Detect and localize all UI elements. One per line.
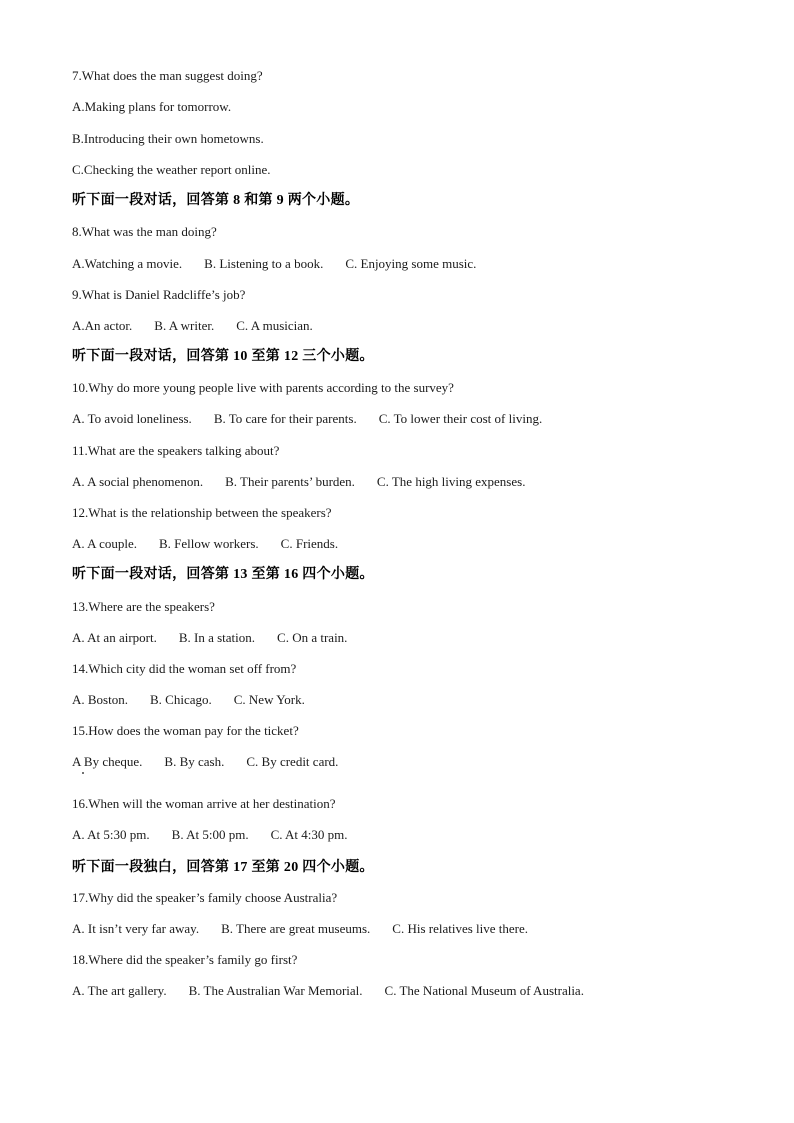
question-text: B.Introducing their own hometowns. — [72, 131, 264, 146]
section-heading: 听下面一段对话，回答第 8 和第 9 两个小题。 — [72, 193, 360, 208]
answer-option: A. The art gallery. — [72, 983, 167, 998]
answer-options-row — [72, 411, 542, 427]
answer-option: B. There are great museums. — [221, 921, 371, 936]
answer-options-row — [72, 630, 347, 646]
answer-option: A. At 5:30 pm. — [72, 827, 150, 842]
answer-option: A. To avoid loneliness. — [72, 411, 192, 426]
answer-option: C. At 4:30 pm. — [270, 827, 348, 842]
answer-option: C. Enjoying some music. — [345, 256, 477, 271]
answer-option: C. On a train. — [277, 630, 348, 645]
answer-options-row — [72, 827, 348, 843]
question-text: 7.What does the man suggest doing? — [72, 68, 263, 83]
answer-option: C. The National Museum of Australia. — [384, 983, 584, 998]
answer-options-row — [72, 921, 528, 937]
answer-option: C. To lower their cost of living. — [378, 411, 543, 426]
answer-option: B. To care for their parents. — [213, 411, 357, 426]
section-heading: 听下面一段独白，回答第 17 至第 20 四个小题。 — [72, 860, 374, 875]
answer-option: C. The high living expenses. — [376, 474, 526, 489]
answer-option: B. Chicago. — [149, 692, 212, 707]
answer-option: C. New York. — [233, 692, 305, 707]
answer-option: B. In a station. — [178, 630, 256, 645]
answer-option: A. A social phenomenon. — [72, 474, 204, 489]
question-text: 10.Why do more young people live with parents according to the survey? — [72, 380, 454, 395]
question-text: 15.How does the woman pay for the ticket? — [72, 723, 299, 738]
stray-mark — [82, 772, 84, 774]
answer-option: A. Boston. — [72, 692, 128, 707]
question-text: 9.What is Daniel Radcliffe’s job? — [72, 287, 246, 302]
answer-options-row — [72, 318, 313, 334]
question-text: C.Checking the weather report online. — [72, 162, 271, 177]
section-heading: 听下面一段对话，回答第 10 至第 12 三个小题。 — [72, 349, 374, 364]
section-heading: 听下面一段对话，回答第 13 至第 16 四个小题。 — [72, 567, 374, 582]
question-text: 14.Which city did the woman set off from? — [72, 661, 297, 676]
question-text: A.Making plans for tomorrow. — [72, 99, 232, 114]
answer-option: C. By credit card. — [246, 754, 339, 769]
answer-option: C. A musician. — [236, 318, 313, 333]
answer-option: A. At an airport. — [72, 630, 157, 645]
question-text: 18.Where did the speaker’s family go first? — [72, 952, 298, 967]
answer-options-row — [72, 474, 525, 490]
question-text: 13.Where are the speakers? — [72, 599, 215, 614]
answer-options-row — [72, 754, 338, 770]
answer-option: B. The Australian War Memorial. — [188, 983, 363, 998]
answer-options-row — [72, 256, 476, 272]
answer-option: B. At 5:00 pm. — [171, 827, 249, 842]
question-text: 12.What is the relationship between the speakers? — [72, 505, 332, 520]
answer-option: B. Their parents’ burden. — [225, 474, 355, 489]
question-text: 17.Why did the speaker’s family choose Australia? — [72, 890, 338, 905]
answer-option: A. A couple. — [72, 536, 137, 551]
answer-option: B. By cash. — [164, 754, 225, 769]
answer-option: B. A writer. — [154, 318, 215, 333]
question-text: 8.What was the man doing? — [72, 224, 217, 239]
answer-options-row — [72, 983, 584, 999]
answer-option: A By cheque. — [72, 754, 143, 769]
answer-option: C. His relatives live there. — [392, 921, 529, 936]
answer-options-row — [72, 692, 305, 708]
question-text: 16.When will the woman arrive at her destination? — [72, 796, 336, 811]
answer-option: B. Fellow workers. — [159, 536, 259, 551]
answer-options-row — [72, 536, 338, 552]
answer-option: C. Friends. — [280, 536, 339, 551]
answer-option: A.Watching a movie. — [72, 256, 183, 271]
question-text: 11.What are the speakers talking about? — [72, 443, 280, 458]
answer-option: A. It isn’t very far away. — [72, 921, 200, 936]
answer-option: A.An actor. — [72, 318, 133, 333]
answer-option: B. Listening to a book. — [204, 256, 324, 271]
